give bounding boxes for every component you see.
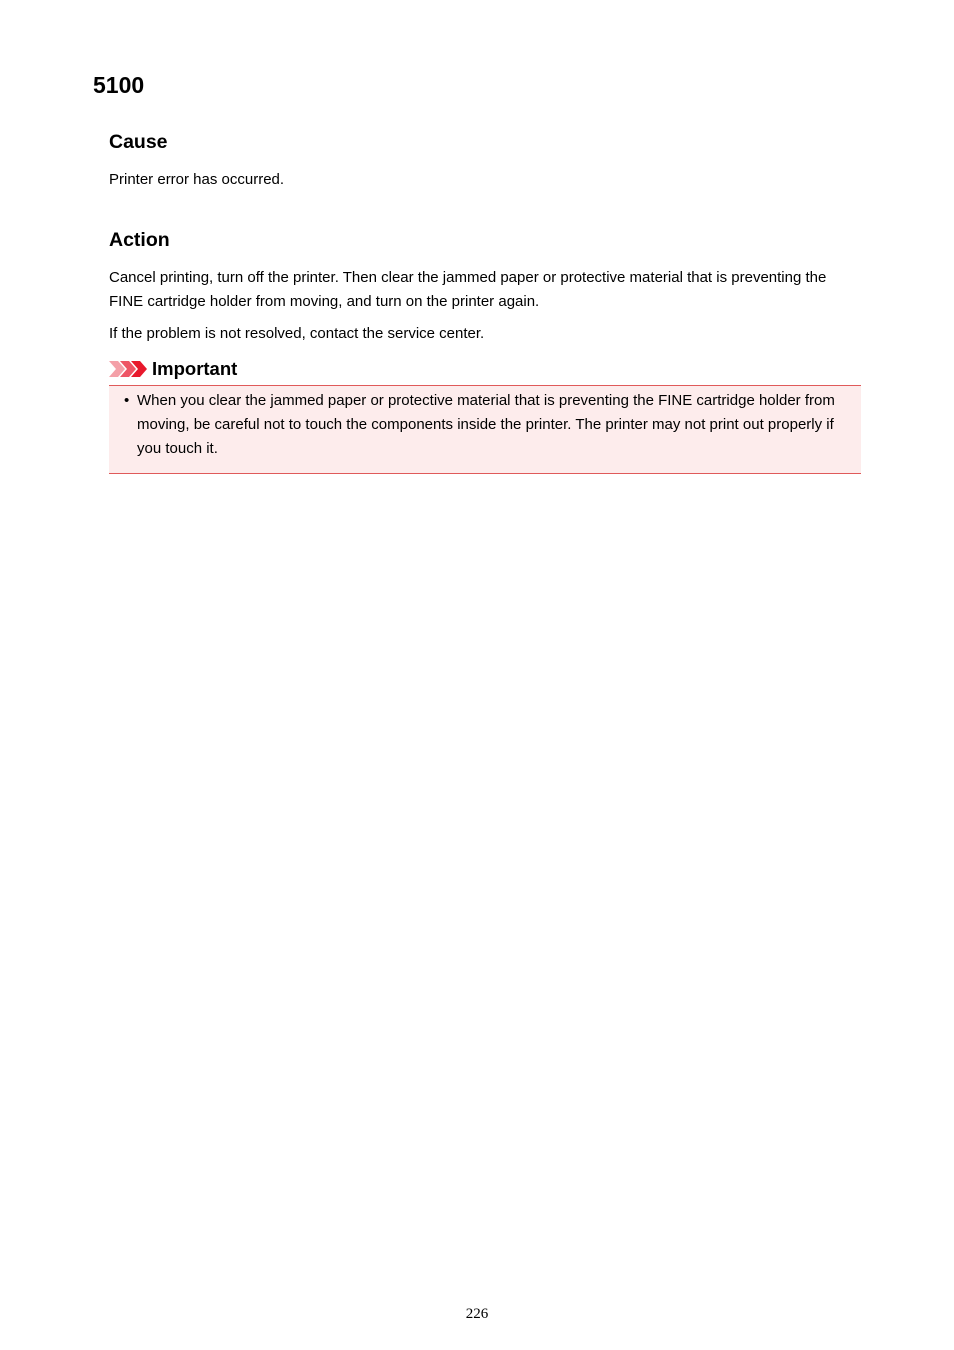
page-number: 226	[465, 1306, 489, 1322]
action-paragraph-1: Cancel printing, turn off the printer. Then clear the jammed paper or protective material that is preventing the FINE cartridge holder from moving, and turn on the printer again.	[109, 269, 827, 310]
action-paragraph-2: If the problem is not resolved, contact the service center.	[109, 325, 485, 342]
cause-heading: Cause	[109, 131, 168, 153]
triple-chevron-right-icon	[109, 361, 147, 377]
cause-text: Printer error has occurred.	[109, 171, 285, 188]
important-header	[109, 356, 237, 382]
action-heading: Action	[109, 229, 170, 251]
important-item-text: When you clear the jammed paper or protective material that is preventing the FINE cartridge holder from moving, be careful not to touch the components inside the printer. The printer may not print out properly if you touch it.	[137, 392, 835, 457]
important-item	[124, 389, 854, 461]
important-label: Important	[152, 358, 238, 379]
page-title: 5100	[93, 72, 145, 98]
important-box	[109, 385, 861, 474]
bullet-icon: •	[124, 392, 130, 409]
